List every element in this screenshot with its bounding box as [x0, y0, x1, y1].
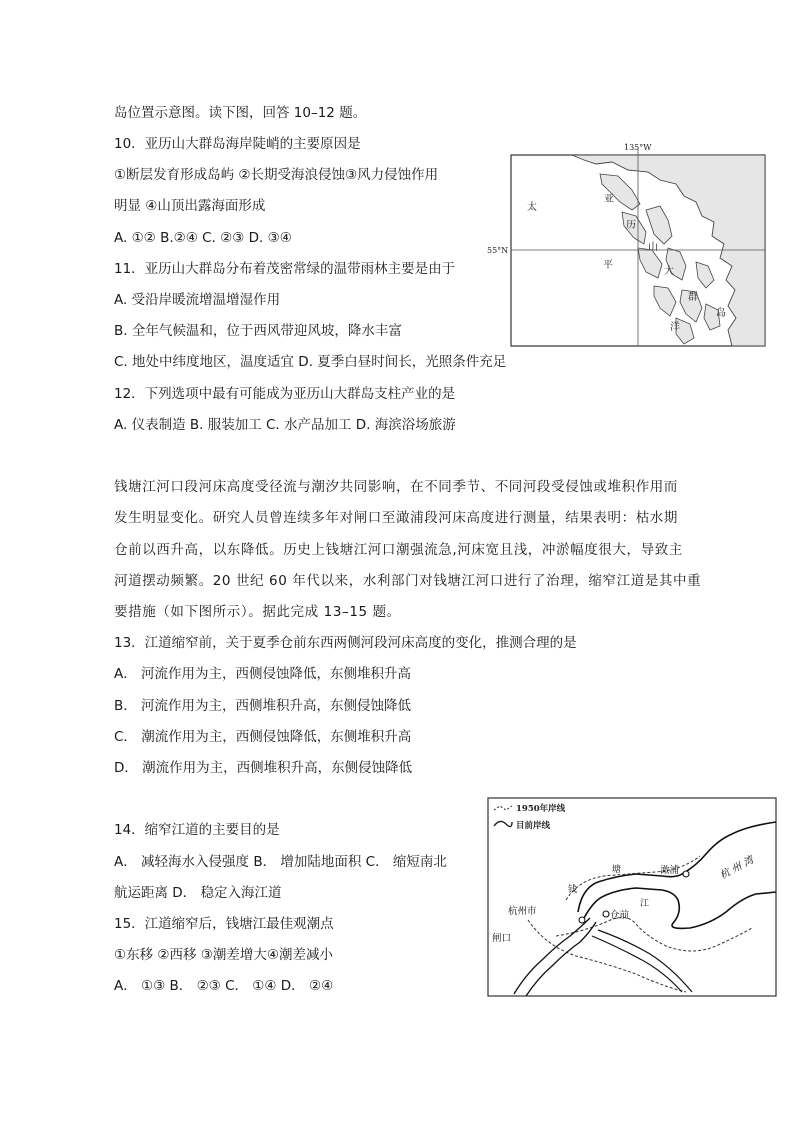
- passage-line-5: 要措施（如下图所示）。据此完成 13–15 题。: [114, 604, 401, 620]
- map1-archipelago-char: 山: [648, 242, 658, 253]
- map1-ocean-char: 太: [527, 202, 537, 213]
- map2-zhakou-label: 闸口: [492, 933, 512, 944]
- q13-stem: 13．江道缩窄前，关于夏季仓前东西两侧河段河床高度的变化，推测合理的是: [114, 635, 577, 651]
- q11-option-cd: C. 地处中纬度地区，温度适宜 D. 夏季白昼时间长，光照条件充足: [114, 354, 507, 370]
- map1-lat-label: 55°N: [487, 246, 509, 255]
- alexander-archipelago-map: [487, 140, 770, 348]
- q13-option-c: C． 潮流作用为主，西侧侵蚀降低，东侧堆积升高: [114, 729, 412, 745]
- q14-stem: 14．缩窄江道的主要目的是: [114, 822, 280, 838]
- map2-hangzhou-bay-label: 杭 州 湾: [718, 854, 756, 882]
- q11-option-a: A. 受沿岸暖流增温增湿作用: [114, 292, 281, 308]
- map1-archipelago-char: 亚: [604, 194, 614, 205]
- q11-option-b: B. 全年气候温和，位于西风带迎风坡，降水丰富: [114, 323, 402, 339]
- q13-option-a: A． 河流作用为主，西侧侵蚀降低，东侧堆积升高: [114, 666, 412, 682]
- q12-stem: 12．下列选项中最有可能成为亚历山大群岛支柱产业的是: [114, 386, 456, 402]
- map2-hangzhou-point: [579, 917, 585, 923]
- q10-line1: ①断层发育形成岛屿 ②长期受海浪侵蚀③风力侵蚀作用: [114, 167, 439, 183]
- map1-lon-label: 135°W: [624, 143, 652, 152]
- map2-river-char: 江: [640, 899, 650, 909]
- q15-options: A． ①③ B． ②③ C． ①④ D． ②④: [114, 978, 334, 994]
- map1-archipelago-char: 群: [688, 292, 698, 303]
- q10-stem: 10．亚历山大群岛海岸陡峭的主要原因是: [114, 136, 361, 152]
- map2-river-char: 塘: [612, 865, 622, 875]
- q15-line1: ①东移 ②西移 ③潮差增大④潮差减小: [114, 947, 333, 963]
- map2-cangqian-point: [603, 911, 609, 917]
- passage-line-2: 发生明显变化。研究人员曾连续多年对闸口至澉浦段河床高度进行测量，结果表明：枯水期: [114, 510, 678, 526]
- map1-archipelago-char: 岛: [716, 308, 726, 319]
- map2-legend-now: 目前岸线: [516, 821, 551, 831]
- passage-line-1: 钱塘江河口段河床高度受径流与潮汐共同影响，在不同季节、不同河段受侵蚀或堆积作用而: [114, 479, 678, 495]
- q11-stem: 11．亚历山大群岛分布着茂密常绿的温带雨林主要是由于: [114, 261, 456, 277]
- q12-options: A. 仪表制造 B. 服装加工 C. 水产品加工 D. 海滨浴场旅游: [114, 417, 456, 433]
- q14-line2: 航运距离 D． 稳定入海江道: [114, 885, 282, 901]
- intro-line: 岛位置示意图。读下图，回答 10–12 题。: [114, 105, 367, 121]
- q13-option-b: B． 河流作用为主，西侧堆积升高，东侧侵蚀降低: [114, 698, 412, 714]
- q10-line2: 明显 ④山顶出露海面形成: [114, 198, 266, 214]
- qiantang-estuary-map: [486, 796, 780, 1000]
- map2-legend-1950: 1950年岸线: [516, 804, 566, 814]
- q10-options: A. ①② B.②④ C. ②③ D. ③④: [114, 230, 292, 246]
- q15-stem: 15．江道缩窄后，钱塘江最佳观潮点: [114, 916, 334, 932]
- passage-line-3: 仓前以西升高，以东降低。历史上钱塘江河口潮强流急,河床宽且浅，冲淤幅度很大，导致主: [114, 542, 683, 558]
- map1-ocean-char: 洋: [670, 322, 680, 333]
- passage-line-4: 河道摆动频繁。20 世纪 60 年代以来，水利部门对钱塘江河口进行了治理，缩窄江道是其中重: [114, 573, 702, 589]
- map2-hangzhou-city-label: 杭州市: [508, 906, 537, 917]
- map2-ganpu-point: [683, 871, 689, 877]
- map2-river-char: 钱: [568, 885, 578, 895]
- map2-cangqian-label: 仓前: [610, 910, 630, 921]
- q14-line1: A． 减轻海水入侵强度 B． 增加陆地面积 C． 缩短南北: [114, 854, 447, 870]
- map1-ocean-char: 平: [603, 260, 613, 271]
- map1-archipelago-char: 历: [626, 220, 636, 231]
- q13-option-d: D． 潮流作用为主，西侧堆积升高，东侧侵蚀降低: [114, 760, 413, 776]
- map1-archipelago-char: 大: [664, 266, 674, 277]
- map2-ganpu-label: 澉浦: [660, 865, 680, 876]
